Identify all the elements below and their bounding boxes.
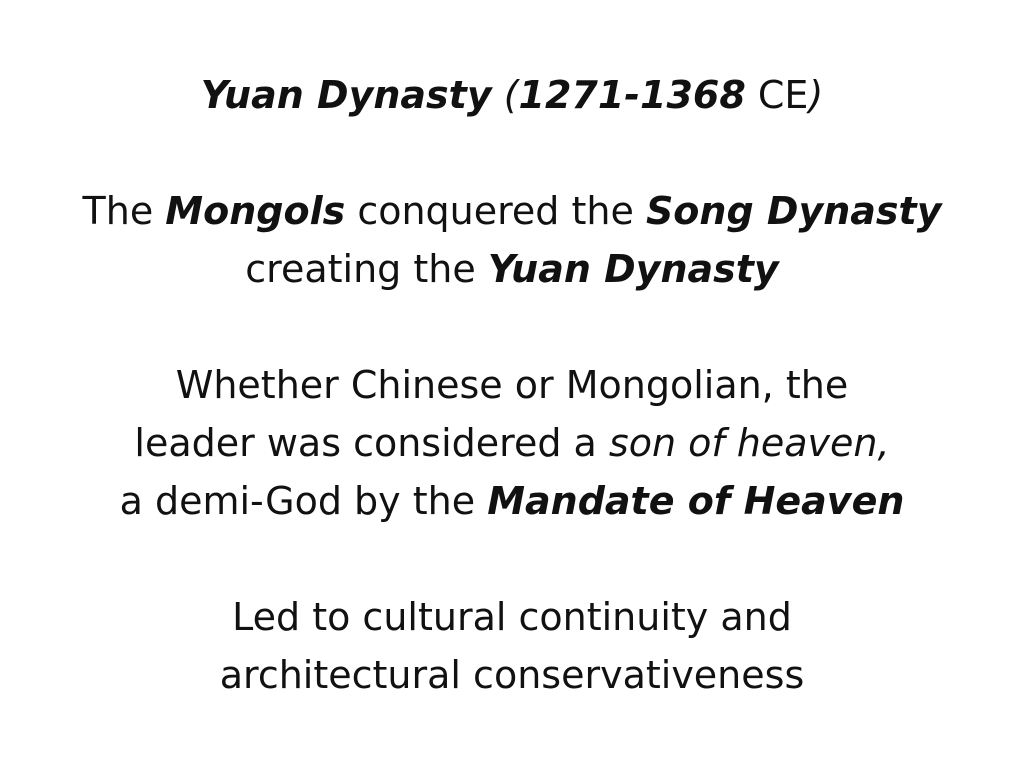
p1-text: creating the	[245, 247, 488, 291]
p2-son-of-heaven: son of heaven,	[608, 421, 890, 465]
paragraph1-line2	[0, 246, 1024, 292]
title-era: CE	[745, 73, 809, 117]
p1-mongols: Mongols	[165, 189, 346, 233]
p1-song-dynasty: Song Dynasty	[645, 189, 942, 233]
p1-yuan-dynasty: Yuan Dynasty	[487, 247, 779, 291]
title-dynasty-name: Yuan Dynasty	[200, 73, 492, 117]
paragraph1-line1	[0, 188, 1024, 234]
p2-text: a demi-God by the	[119, 479, 488, 523]
title-years: 1271-1368	[518, 73, 746, 117]
paragraph3-line2: architectural conservativeness	[219, 653, 805, 697]
p2-text: leader was considered a	[134, 421, 609, 465]
paragraph2-line2	[0, 420, 1024, 466]
p1-text: conquered the	[345, 189, 646, 233]
p2-mandate-of-heaven: Mandate of Heaven	[487, 479, 905, 523]
slide-title	[0, 72, 1024, 118]
paragraph2-line1: Whether Chinese or Mongolian, the	[175, 363, 849, 407]
p1-text: The	[82, 189, 166, 233]
paragraph3-line1: Led to cultural continuity and	[232, 595, 792, 639]
title-paren-open: (	[491, 73, 519, 117]
paragraph2-line3	[0, 478, 1024, 524]
title-paren-close: )	[808, 73, 824, 117]
